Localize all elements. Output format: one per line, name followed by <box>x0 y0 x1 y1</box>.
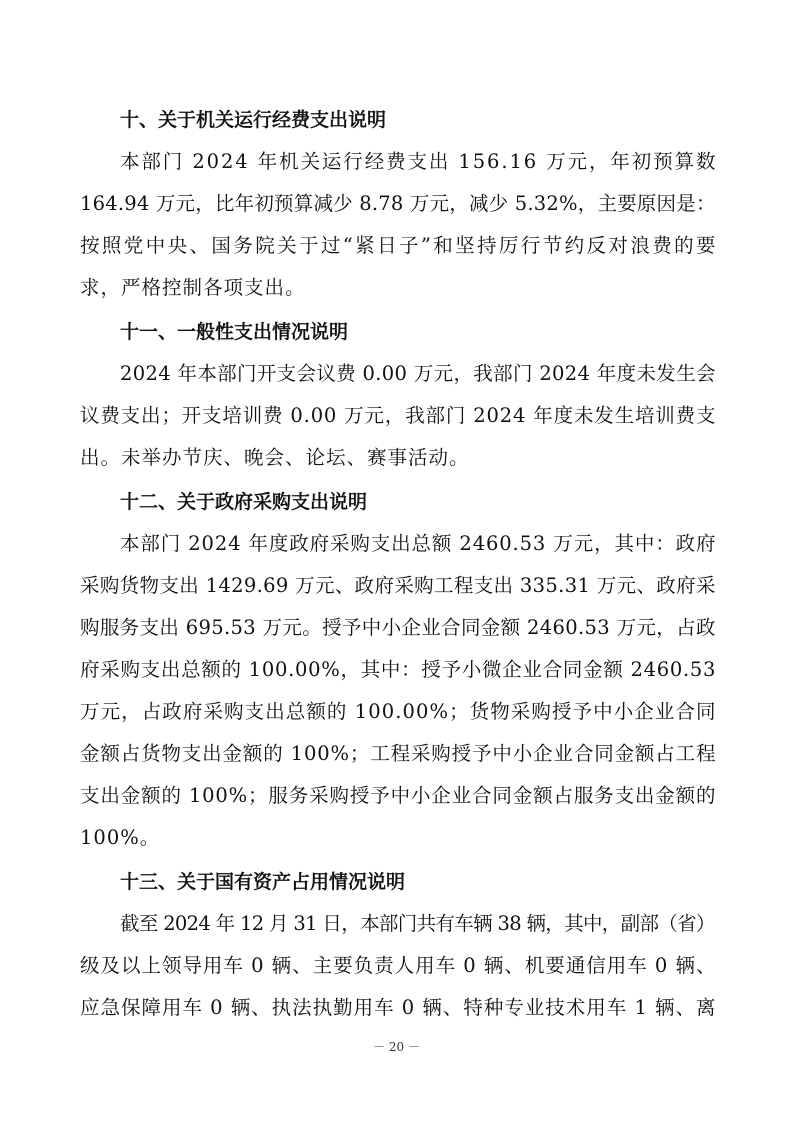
paragraph-line: 采购货物支出 1429.69 万元、政府采购工程支出 335.31 万元、政府采 <box>80 574 716 597</box>
paragraph-line: 按照党中央、国务院关于过“紧日子”和坚持厉行节约反对浪费的要 <box>80 234 718 257</box>
paragraph-line: 求，严格控制各项支出。 <box>80 276 306 299</box>
paragraph-line: 购服务支出 695.53 万元。授予中小企业合同金额 2460.53 万元，占政 <box>80 616 716 639</box>
section-heading-13: 十三、关于国有资产占用情况说明 <box>120 871 406 893</box>
paragraph-line: 2024 年本部门开支会议费 0.00 万元，我部门 2024 年度未发生会 <box>120 362 716 385</box>
paragraph-line: 议费支出；开支培训费 0.00 万元，我部门 2024 年度未发生培训费支 <box>80 404 717 427</box>
paragraph-line: 出。未举办节庆、晚会、论坛、赛事活动。 <box>80 446 470 469</box>
paragraph-line: 金额占货物支出金额的 100%；工程采购授予中小企业合同金额占工程 <box>80 742 717 765</box>
paragraph-line: 本部门 2024 年度政府采购支出总额 2460.53 万元，其中：政府 <box>120 532 717 555</box>
paragraph-line: 100%。 <box>80 826 161 849</box>
paragraph-line: 府采购支出总额的 100.00%，其中：授予小微企业合同金额 2460.53 <box>80 658 717 681</box>
paragraph-line: 级及以上领导用车 0 辆、主要负责人用车 0 辆、机要通信用车 0 辆、 <box>80 954 717 977</box>
paragraph-line: 截至 2024 年 12 月 31 日，本部门共有车辆 38 辆，其中，副部（省） <box>120 912 715 935</box>
paragraph-line: 本部门 2024 年机关运行经费支出 156.16 万元，年初预算数 <box>120 150 718 173</box>
section-heading-11: 十一、一般性支出情况说明 <box>120 321 349 343</box>
paragraph-line: 应急保障用车 0 辆、执法执勤用车 0 辆、特种专业技术用车 1 辆、离 <box>80 996 717 1019</box>
page-number: － 20 － <box>373 1040 420 1054</box>
section-heading-10: 十、关于机关运行经费支出说明 <box>120 109 387 131</box>
section-heading-12: 十二、关于政府采购支出说明 <box>120 491 368 513</box>
paragraph-line: 164.94 万元，比年初预算减少 8.78 万元，减少 5.32%，主要原因是： <box>80 192 716 215</box>
paragraph-line: 万元，占政府采购支出总额的 100.00%；货物采购授予中小企业合同 <box>80 700 717 723</box>
paragraph-line: 支出金额的 100%；服务采购授予中小企业合同金额占服务支出金额的 <box>80 784 717 807</box>
